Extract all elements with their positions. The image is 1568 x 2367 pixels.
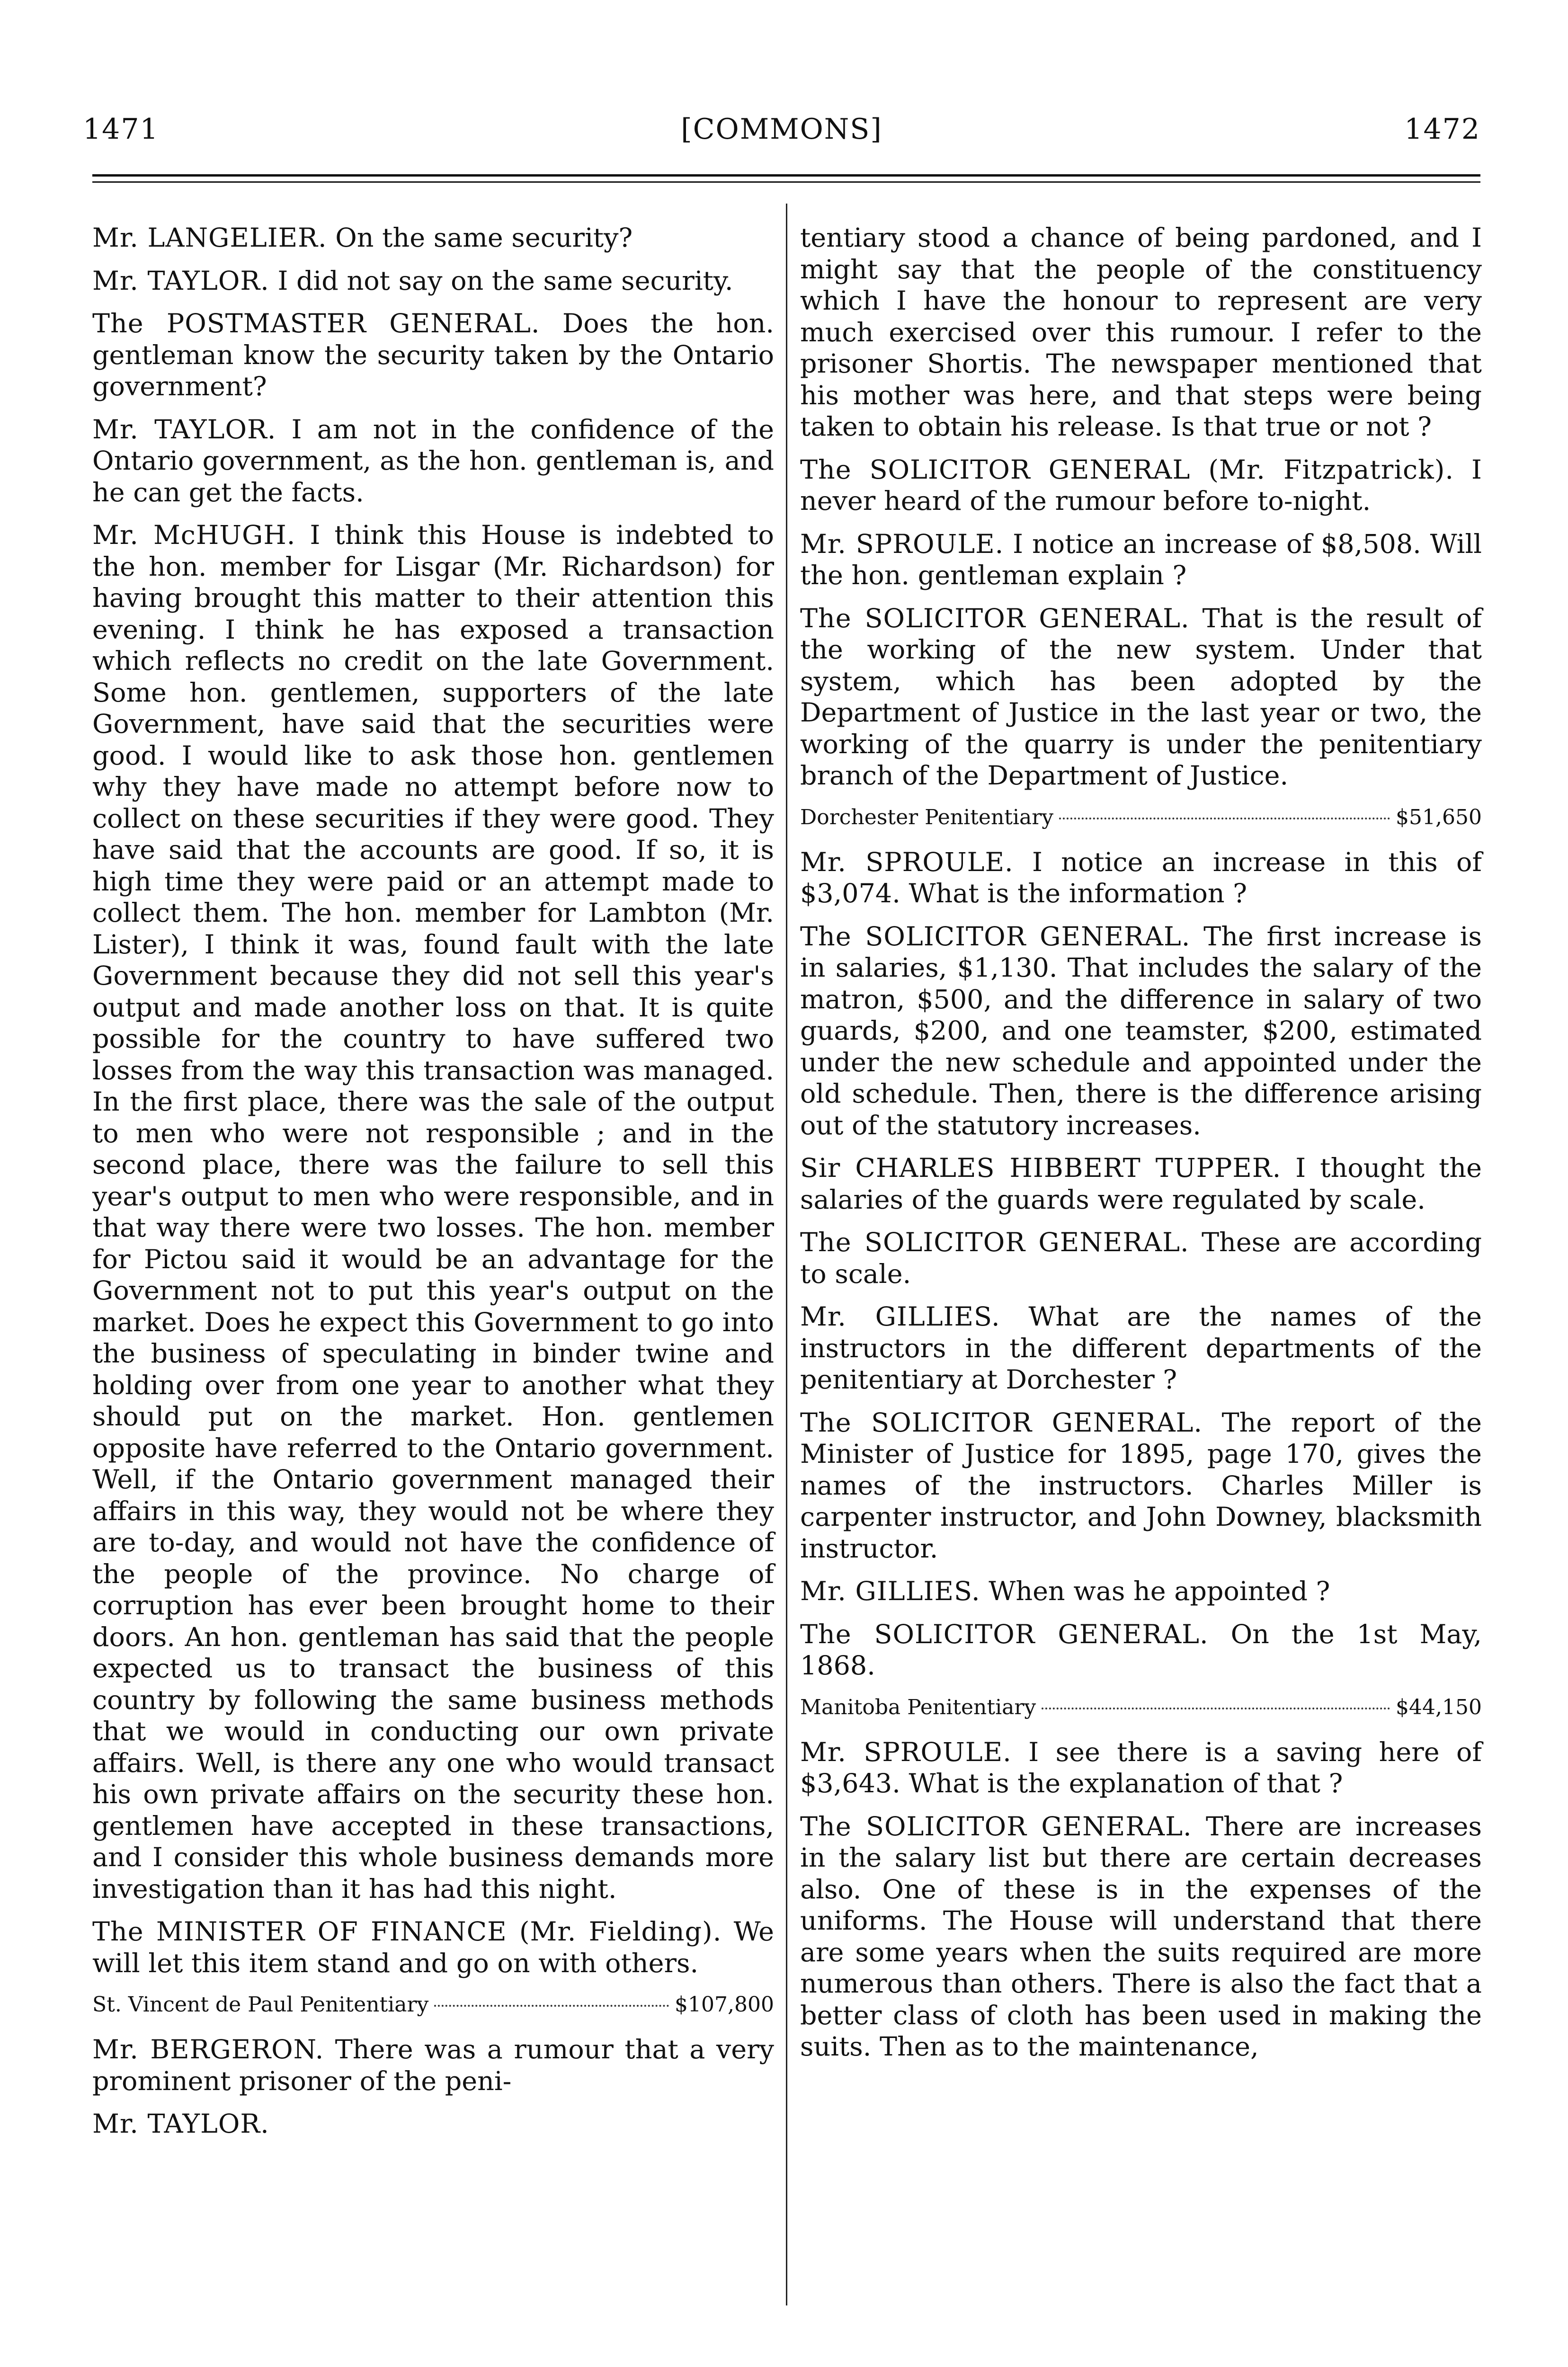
speaker-name: The SOLICITOR GENERAL. bbox=[800, 1227, 1189, 1258]
page-number-left: 1471 bbox=[83, 113, 159, 146]
speech-text: I never heard of the rumour before to-night. bbox=[800, 454, 1482, 516]
estimate-item bbox=[800, 803, 1482, 832]
estimate-amount: $107,800 bbox=[675, 1993, 774, 2017]
speaker-name: Sir CHARLES HIBBERT TUPPER. bbox=[800, 1153, 1282, 1184]
dot-leader bbox=[1042, 1708, 1390, 1709]
speaker-name: Mr. McHUGH. bbox=[92, 520, 296, 551]
speech-text: I see there is a saving here of $3,643. What is the explanation of that ? bbox=[800, 1736, 1482, 1799]
speech-text: We will let this item stand and go on with others. bbox=[92, 1916, 774, 1979]
speaker-name: Mr. SPROULE. bbox=[800, 528, 1004, 560]
paragraph bbox=[92, 520, 774, 1905]
speech-text: What are the names of the instructors in the different departments of the penitentiary at Dorchester ? bbox=[800, 1301, 1482, 1395]
speech-text: I did not say on the same security. bbox=[277, 265, 733, 296]
dot-leader bbox=[1059, 818, 1390, 819]
estimate-amount: $44,150 bbox=[1396, 1695, 1482, 1719]
speech-text: When was he appointed ? bbox=[989, 1576, 1330, 1607]
speech-text: These are according to scale. bbox=[800, 1227, 1482, 1290]
header-rule-top bbox=[92, 174, 1480, 177]
speech-text: There was a rumour that a very prominent prisoner of the peni- bbox=[92, 2034, 774, 2097]
paragraph bbox=[92, 2109, 774, 2140]
column-divider bbox=[786, 204, 787, 2305]
estimate-item bbox=[800, 1693, 1482, 1722]
speaker-name: The MINISTER OF FINANCE (Mr. Fielding). bbox=[92, 1916, 722, 1947]
paragraph bbox=[800, 847, 1482, 910]
speaker-name: The POSTMASTER GENERAL. bbox=[92, 308, 540, 339]
right-column bbox=[800, 222, 1482, 2074]
speaker-name: Mr. TAYLOR. bbox=[92, 265, 269, 296]
paragraph bbox=[800, 222, 1482, 443]
speaker-name: Mr. GILLIES. bbox=[800, 1301, 1000, 1332]
paragraph bbox=[92, 1916, 774, 1979]
estimate-item bbox=[92, 1991, 774, 2019]
speech-text: Does the hon. gentleman know the security taken by the Ontario government? bbox=[92, 308, 774, 402]
speaker-name: The SOLICITOR GENERAL. bbox=[800, 1407, 1203, 1438]
left-column bbox=[92, 222, 774, 2152]
speech-text: I notice an increase in this of $3,074. What is the information ? bbox=[800, 846, 1482, 909]
speaker-name: Mr. SPROULE. bbox=[800, 1736, 1012, 1768]
paragraph bbox=[92, 266, 774, 297]
speaker-name: Mr. TAYLOR. bbox=[92, 2109, 269, 2139]
paragraph bbox=[800, 1811, 1482, 2063]
paragraph bbox=[800, 921, 1482, 1142]
speech-text: I thought the salaries of the guards were regulated by scale. bbox=[800, 1153, 1482, 1215]
speaker-name: Mr. TAYLOR. bbox=[92, 414, 276, 445]
page-number-right: 1472 bbox=[1404, 113, 1480, 146]
speaker-name: Mr. BERGERON. bbox=[92, 2034, 324, 2065]
speech-text: I am not in the confidence of the Ontario government, as the hon. gentleman is, and he can get the facts. bbox=[92, 414, 774, 508]
speech-text: I think this House is indebted to the hon. member for Lisgar (Mr. Richardson) for having brought this matter to their attention this evening. I think he has exposed a transaction which reflects no credit on the late Government. Some hon. gentlemen, supporters of the late Government, have said that the securities were good. I would like to ask those hon. gentlemen why they have made no attempt before now to collect on these securities if they were good. They have said that the accounts are good. If so, it is high time they were paid or an attempt made to collect them. The hon. member for Lambton (Mr. Lister), I think it was, found fault with the late Government because they did not sell this year's output and made another loss on that. It is quite possible for the country to have suffered two losses from the way this transaction was managed. In the first place, there was the sale of the output to men who were not responsible ; and in the second place, there was the failure to sell this year's output to men who were responsible, and in that way there were two losses. The hon. member for Pictou said it would be an advantage for the Government not to put this year's output on the market. Does he expect this Government to go into the business of speculating in binder twine and holding over from one year to another what they should put on the market. Hon. gentlemen opposite have referred to the Ontario government. Well, if the Ontario government managed their affairs in this way, they would not be where they are to-day, and would not have the confidence of the people of the province. No charge of corruption has ever been brought home to their doors. An hon. gentleman has said that the people expected us to transact the business of this country by following the same business methods that we would in conducting our own private affairs. Well, is there any one who would transact his own private affairs on the security these hon. gentlemen have accepted in these transactions, and I consider this whole business demands more investigation than it has had this night. bbox=[92, 520, 774, 1904]
paragraph bbox=[92, 2034, 774, 2097]
speech-text: tentiary stood a chance of being pardoned, and I might say that the people of the constituency which I have the honour to represent are very much exercised over this rumour. I refer to the prisoner Shortis. The newspaper mentioned that his mother was here, and that steps were being taken to obtain his release. Is that true or not ? bbox=[800, 222, 1482, 442]
speech-text: The report of the Minister of Justice for 1895, page 170, gives the names of the instructors. Charles Miller is carpenter instructor, and John Downey, blacksmith instructor. bbox=[800, 1407, 1482, 1564]
speech-text: On the same security? bbox=[335, 222, 633, 253]
header-rule-bottom bbox=[92, 181, 1480, 183]
speaker-name: The SOLICITOR GENERAL (Mr. Fitzpatrick). bbox=[800, 454, 1454, 485]
speech-text: I notice an increase of $8,508. Will the hon. gentleman explain ? bbox=[800, 528, 1482, 591]
speaker-name: The SOLICITOR GENERAL. bbox=[800, 603, 1190, 634]
speaker-name: Mr. SPROULE. bbox=[800, 846, 1014, 878]
speaker-name: The SOLICITOR GENERAL. bbox=[800, 921, 1191, 952]
paragraph bbox=[800, 529, 1482, 592]
paragraph bbox=[800, 1619, 1482, 1682]
paragraph bbox=[92, 414, 774, 509]
dot-leader bbox=[434, 2005, 669, 2007]
running-head: [COMMONS] bbox=[681, 113, 882, 146]
paragraph bbox=[800, 1576, 1482, 1608]
paragraph bbox=[800, 1737, 1482, 1800]
estimate-amount: $51,650 bbox=[1396, 805, 1482, 829]
speech-text: The first increase is in salaries, $1,130. That includes the salary of the matron, $500, and the difference in salary of two guards, $200, and one teamster, $200, estimated under the new schedule and appointed under the old schedule. Then, there is the difference arising out of the statutory increases. bbox=[800, 921, 1482, 1141]
paragraph bbox=[800, 1407, 1482, 1565]
estimate-label: Manitoba Penitentiary bbox=[800, 1695, 1036, 1719]
paragraph bbox=[800, 603, 1482, 792]
page-header bbox=[83, 113, 1480, 155]
paragraph bbox=[800, 1227, 1482, 1290]
speech-text: There are increases in the salary list but there are certain decreases also. One of these is in the expenses of the uniforms. The House will understand that there are some years when the suits required are more numerous than others. There is also the fact that a better class of cloth has been used in making the suits. Then as to the maintenance, bbox=[800, 1811, 1482, 2062]
paragraph bbox=[800, 1301, 1482, 1396]
speaker-name: The SOLICITOR GENERAL. bbox=[800, 1619, 1209, 1650]
speaker-name: Mr. GILLIES. bbox=[800, 1576, 980, 1607]
estimate-label: Dorchester Penitentiary bbox=[800, 805, 1054, 829]
paragraph bbox=[92, 308, 774, 403]
speaker-name: Mr. LANGELIER. bbox=[92, 222, 327, 253]
paragraph bbox=[92, 222, 774, 254]
speech-text: That is the result of the working of the new system. Under that system, which has been adopted by the Department of Justice in the last year or two, the working of the quarry is under the penitentiary branch of the Department of Justice. bbox=[800, 603, 1482, 791]
estimate-label: St. Vincent de Paul Penitentiary bbox=[92, 1993, 429, 2017]
paragraph bbox=[800, 1153, 1482, 1216]
speech-text: On the 1st May, 1868. bbox=[800, 1619, 1482, 1681]
speaker-name: The SOLICITOR GENERAL. bbox=[800, 1811, 1192, 1842]
paragraph bbox=[800, 454, 1482, 517]
